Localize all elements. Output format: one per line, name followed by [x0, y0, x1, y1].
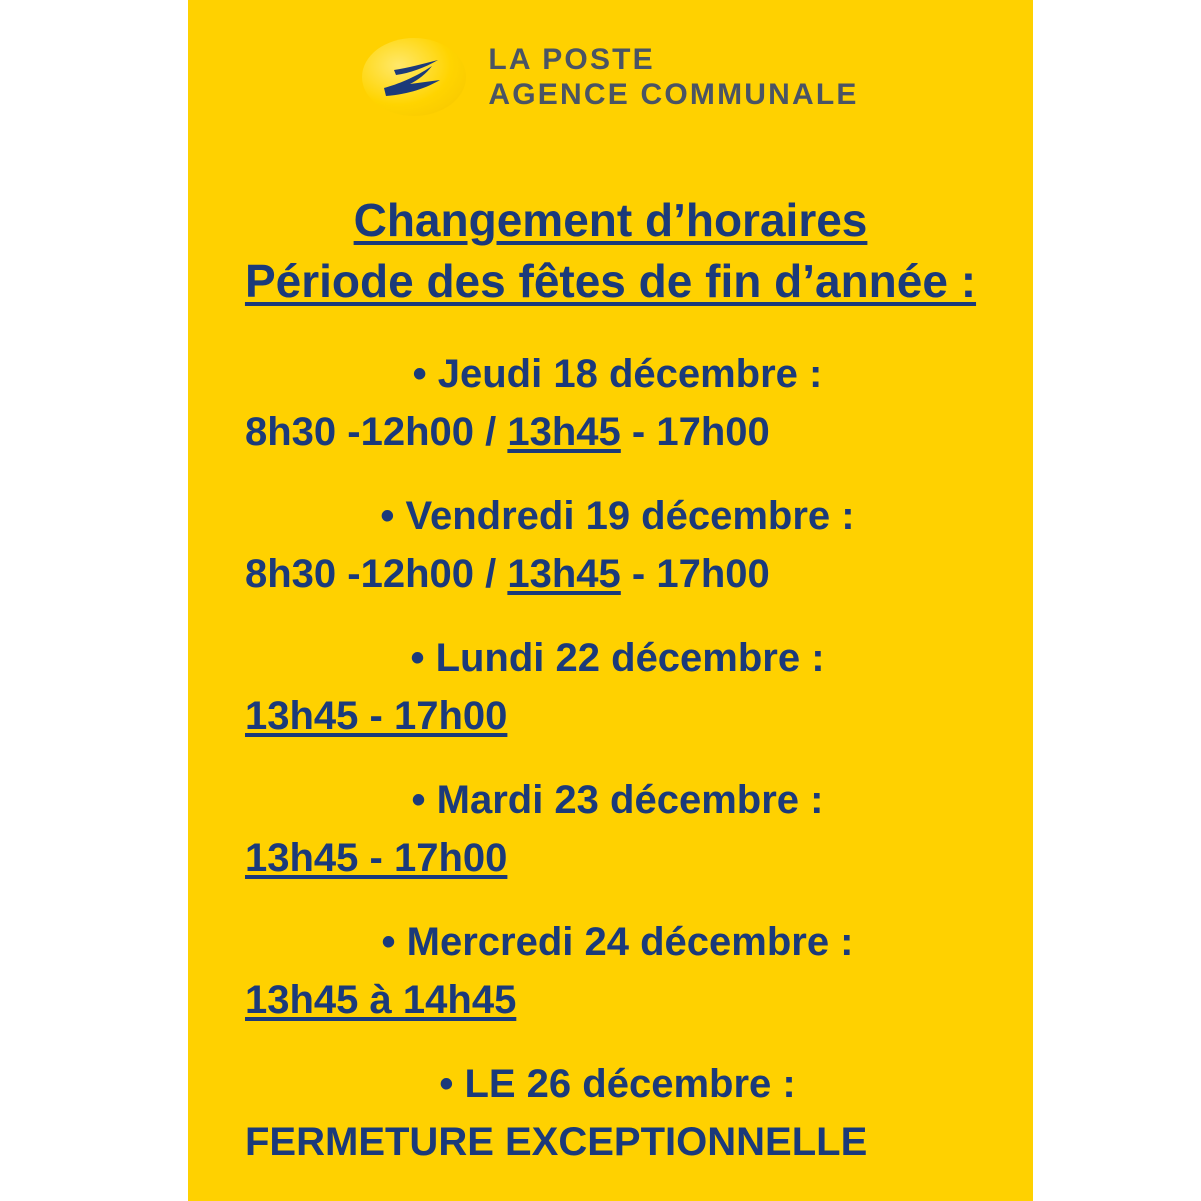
hours-part-underlined: 13h45 à 14h45: [245, 978, 517, 1022]
schedule-day-label: • Jeudi 18 décembre :: [188, 345, 1033, 403]
schedule-day-label: • Lundi 22 décembre :: [188, 629, 1033, 687]
schedule-hours: [188, 829, 1033, 887]
schedule-hours: [188, 1113, 1033, 1171]
headline-line-1: Changement d’horaires: [353, 194, 868, 246]
hours-part-plain-1: 8h30 -12h00 /: [245, 410, 508, 454]
schedule-hours: [188, 403, 1033, 461]
hours-part-underlined: 13h45: [507, 410, 621, 454]
poster: [188, 0, 1033, 1201]
schedule-day-label: • LE 26 décembre :: [188, 1055, 1033, 1113]
hours-part-plain-2: - 17h00: [620, 410, 770, 454]
schedule-list: [188, 345, 1033, 1197]
schedule-day-label: • Mercredi 24 décembre :: [188, 913, 1033, 971]
hours-part-underlined: 13h45 - 17h00: [245, 694, 508, 738]
schedule-day-label: • Vendredi 19 décembre :: [188, 487, 1033, 545]
page-title: [188, 190, 1033, 311]
schedule-hours: [188, 687, 1033, 745]
list-item: [188, 487, 1033, 603]
list-item: [188, 629, 1033, 745]
schedule-day-label: • Mardi 23 décembre :: [188, 771, 1033, 829]
hours-part-underlined: 13h45 - 17h00: [245, 836, 508, 880]
hours-part-plain-1: FERMETURE EXCEPTIONNELLE: [245, 1120, 868, 1164]
la-poste-bird-icon: [362, 38, 466, 116]
schedule-hours: [188, 971, 1033, 1029]
list-item: [188, 771, 1033, 887]
hours-part-plain-2: - 17h00: [620, 552, 770, 596]
brand-line-2: AGENCE COMMUNALE: [488, 78, 859, 111]
hours-part-plain-1: 8h30 -12h00 /: [245, 552, 508, 596]
headline-line-2: Période des fêtes de fin d’année :: [244, 254, 977, 307]
list-item: [188, 345, 1033, 461]
hours-part-underlined: 13h45: [507, 552, 621, 596]
schedule-hours: [188, 545, 1033, 603]
list-item: [188, 1055, 1033, 1171]
brand-header: [188, 38, 1033, 116]
brand-wordmark: [488, 42, 858, 113]
brand-line-1: LA POSTE: [488, 42, 655, 76]
list-item: [188, 913, 1033, 1029]
bird-glyph-icon: [380, 58, 450, 98]
